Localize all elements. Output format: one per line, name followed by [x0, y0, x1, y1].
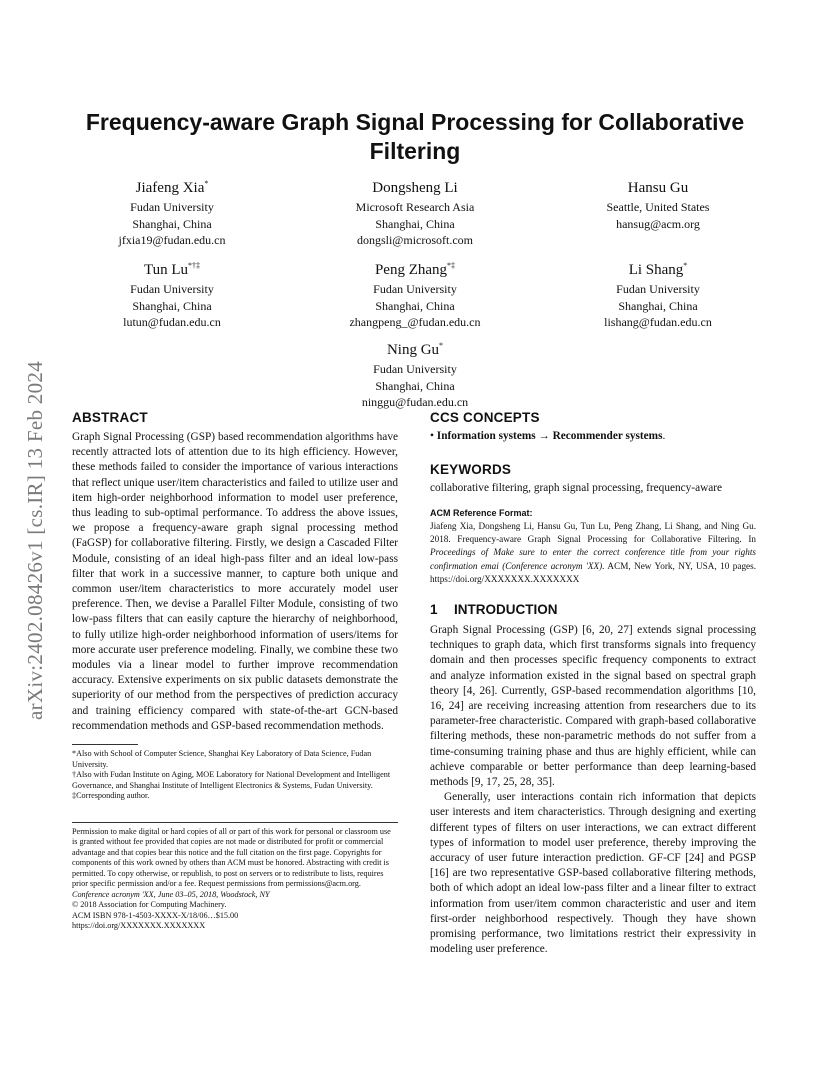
- author-affiliation: Fudan University: [373, 362, 457, 376]
- author-location: Shanghai, China: [375, 378, 455, 393]
- author-location: Shanghai, China: [375, 298, 455, 313]
- author-name: Jiafeng Xia*: [135, 179, 209, 196]
- author-email: dongsli@microsoft.com: [356, 233, 474, 247]
- abstract-text: Graph Signal Processing (GSP) based recommendation algorithms have recently attracted lots of attention due to its high efficiency. However, these methods failed to consider the importance of various interactions that reflect unique user/item characteristics and failed to utilize user and item high-order neighborhood information to model user preference, thus leading to sub-optimal performance. To address the above issues, we propose a frequency-aware graph signal processing method (FaGSP) for collaborative filtering. Firstly, we design a Cascaded Filter Module, consisting of an ideal high-pass filter and an ideal low-pass filter that work in a successive manner, to capture both unique and common user/item characteristics to more accurately model user preference. Then, we devise a Parallel Filter Module, consisting of two low-pass filters that can easily capture the hierarchy of neighborhood, to fully utilize high-order neighborhood information of users/items for more accurate user preference modeling. Finally, we combine these two modules via a linear model to further improve recommendation accuracy. Extensive experiments on six public datasets demonstrate the superiority of our method from the perspectives of prediction accuracy and training efficiency compared with state-of-the-art GCN-based recommendation methods and GSP-based recommendation methods.: [72, 431, 398, 732]
- author-email: ninggu@fudan.edu.cn: [361, 395, 469, 409]
- author-affiliation: Fudan University: [130, 200, 214, 214]
- author-card: [315, 336, 515, 411]
- author-location: Shanghai, China: [375, 216, 455, 231]
- author-location: Shanghai, China: [132, 298, 212, 313]
- author-card: [315, 256, 515, 331]
- permission-block: [72, 822, 398, 932]
- author-card: [558, 174, 758, 232]
- author-card: [315, 174, 515, 249]
- abstract-heading: ABSTRACT: [72, 410, 148, 425]
- author-affiliation: Seattle, United States: [606, 200, 710, 214]
- author-card: [72, 256, 272, 331]
- permission-text: Permission to make digital or hard copies of all or part of this work for personal or classroom use is granted without fee provided that copies are not made or distributed for profit or commercial advantage and that copies bear this notice and the full citation on the first page. Copyrights for components of this work owned by others than ACM must be honored. Abstracting with credit is permitted. To copy otherwise, or republish, to post on servers or to redistribute to lists, requires prior specific permission and/or a fee. Request permissions from permissions@acm.org.: [72, 826, 391, 889]
- ccs-concepts: • Information systems → Recommender systems.: [430, 430, 666, 442]
- right-column: [430, 410, 756, 957]
- footnote: *Also with School of Computer Science, Shanghai Key Laboratory of Data Science, Fudan University.: [72, 749, 372, 769]
- author-affiliation: Microsoft Research Asia: [355, 200, 475, 214]
- author-name: Dongsheng Li: [372, 180, 458, 196]
- author-name: Ning Gu*: [386, 341, 444, 358]
- conference-info: Conference acronym 'XX, June 03–05, 2018, Woodstock, NY: [72, 889, 270, 899]
- footnote-rule: [72, 744, 138, 745]
- doi-line: https://doi.org/XXXXXXX.XXXXXXX: [72, 921, 206, 931]
- author-affiliation: Fudan University: [373, 282, 457, 296]
- isbn-line: ACM ISBN 978-1-4503-XXXX-X/18/06…$15.00: [72, 910, 239, 920]
- keywords-heading: KEYWORDS: [430, 462, 512, 477]
- author-email: lishang@fudan.edu.cn: [604, 315, 712, 329]
- author-location: Shanghai, China: [132, 216, 212, 231]
- acm-reference-text: Jiafeng Xia, Dongsheng Li, Hansu Gu, Tun Lu, Peng Zhang, Li Shang, and Ning Gu. 2018. Frequency-aware Graph Signal Processing for Collaborative Filtering. In Proceedings of Make sure to enter the correct conference title from your rights confirmation emai (Conference acronym 'XX). ACM, New York, NY, USA, 10 pages. https://doi.org/XXXXXXX.XXXXXXX: [430, 521, 756, 584]
- author-affiliation: Fudan University: [616, 282, 700, 296]
- ccs-heading: CCS CONCEPTS: [430, 410, 540, 425]
- author-email: jfxia19@fudan.edu.cn: [118, 233, 226, 247]
- author-name: Tun Lu*†‡: [143, 261, 201, 278]
- author-location: Shanghai, China: [618, 298, 698, 313]
- keywords-text: collaborative filtering, graph signal processing, frequency-aware: [430, 482, 723, 494]
- arxiv-identifier-text: arXiv:2402.08426v1 [cs.IR] 13 Feb 2024: [23, 360, 48, 720]
- author-name: Li Shang*: [628, 261, 688, 278]
- copyright-line: © 2018 Association for Computing Machinery.: [72, 900, 227, 910]
- author-card: [72, 174, 272, 249]
- author-location: hansug@acm.org: [616, 216, 700, 231]
- author-name: Hansu Gu: [627, 180, 689, 196]
- introduction-heading: 1 INTRODUCTION: [430, 602, 558, 618]
- acm-reference-heading: ACM Reference Format:: [430, 508, 533, 518]
- arxiv-identifier-stamp: [24, 300, 48, 780]
- footnote: †Also with Fudan Institute on Aging, MOE Laboratory for National Development and Intelligent Governance, and Shanghai Institute of Intelligent Electronics & Systems, Fudan University.: [72, 770, 391, 790]
- left-column: [72, 410, 398, 932]
- author-name: Peng Zhang*‡: [374, 261, 456, 278]
- paper-title: Frequency-aware Graph Signal Processing for Collaborative Filtering: [85, 109, 745, 164]
- author-email: lutun@fudan.edu.cn: [123, 315, 221, 329]
- author-email: zhangpeng_@fudan.edu.cn: [349, 315, 481, 329]
- author-card: [558, 256, 758, 331]
- footnote: ‡Corresponding author.: [72, 791, 150, 801]
- author-affiliation: Fudan University: [130, 282, 214, 296]
- introduction-paragraph: Graph Signal Processing (GSP) [6, 20, 27] extends signal processing techniques to graph data, which first transforms signals into frequency domain and then processes specific frequency components to extract and analyze information existed in the signal based on spectral graph theory [4, 26]. Currently, GSP-based recommendation algorithms [10, 16, 24] are receiving increasing attention from researchers due to its parameter-free characteristic. Compared with graph-based collaborative filtering methods, these non-parametric methods do not suffer from a time-consuming training phase and thus are highly efficient, while can achieve comparable or better performance than deep learning-based methods [9, 17, 25, 28, 35].: [430, 624, 756, 789]
- introduction-paragraph: Generally, user interactions contain rich information that depicts user interests and item characteristics. Through designing and exerting different types of filters on user interactions, we can extract different types of information to model user preference, thereby improving the accuracy of user future interaction prediction. GF-CF [24] and PGSP [16] are two representative GSP-based collaborative filtering methods, both of which adopt an ideal low-pass filter and a linear filter to extract information from user/item common characteristic and user and item first-order neighborhood respectively. Though they have shown promising performance, two limitations restrict their expressivity in modeling user preference.: [430, 791, 756, 956]
